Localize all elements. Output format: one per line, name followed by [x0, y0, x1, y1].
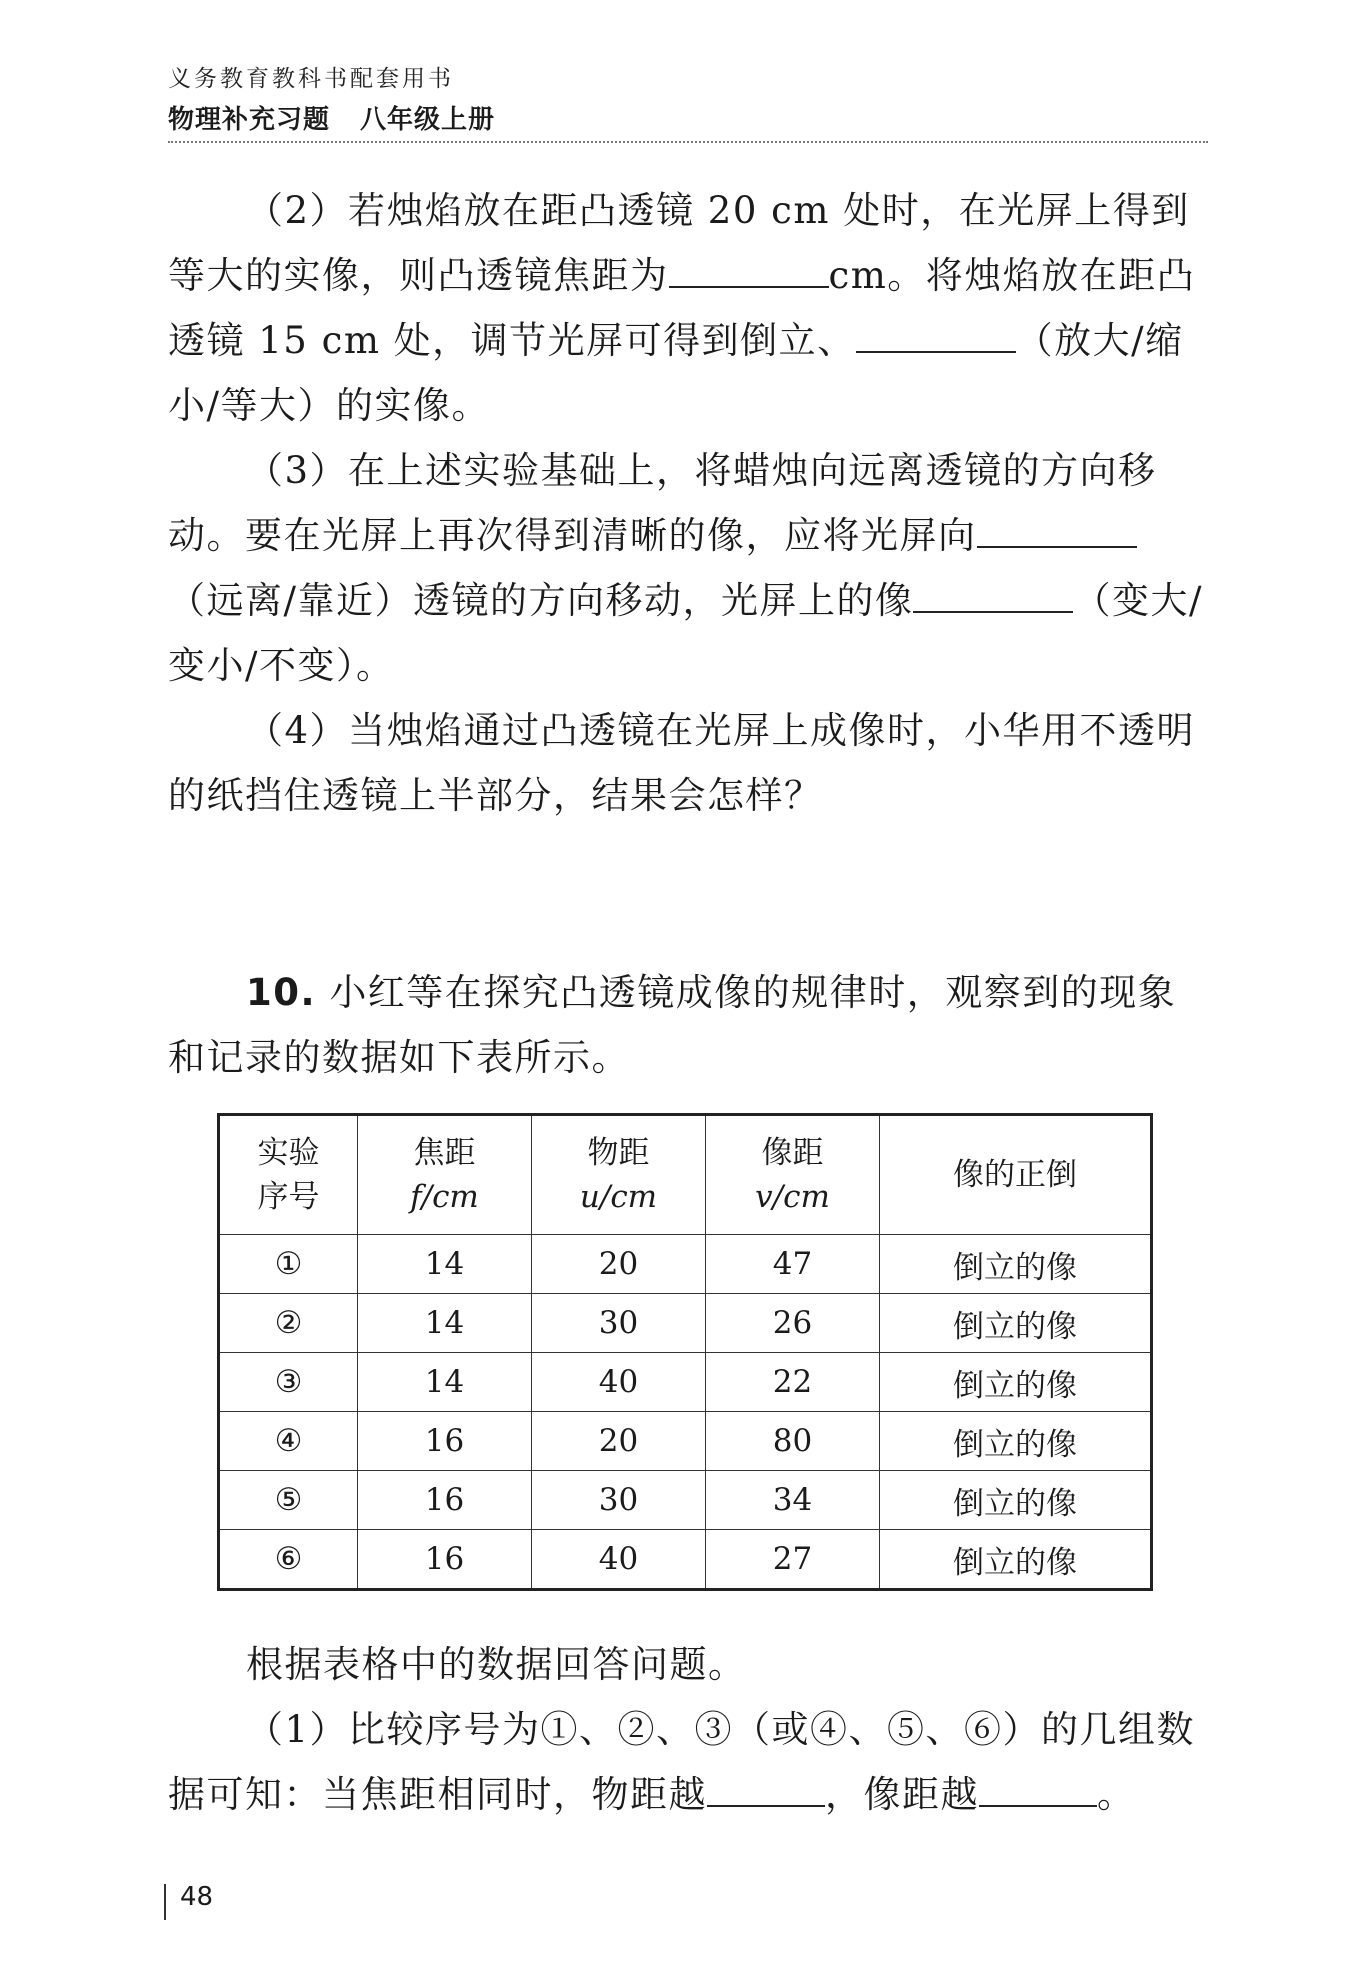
- table-cell: ②: [219, 1294, 358, 1353]
- question-number: 10.: [246, 971, 317, 1014]
- page-header: [168, 60, 525, 136]
- header-cell: 物距 u/cm: [532, 1115, 706, 1235]
- table-cell: 20: [532, 1412, 706, 1471]
- table-cell: ④: [219, 1412, 358, 1471]
- table-cell: ⑤: [219, 1471, 358, 1530]
- table-cell: 倒立的像: [880, 1294, 1152, 1353]
- answer-blank[interactable]: [669, 256, 829, 288]
- page-number: 48: [180, 1882, 214, 1912]
- table-cell: 倒立的像: [880, 1530, 1152, 1590]
- table-cell: 16: [358, 1471, 532, 1530]
- table-row: [219, 1471, 1152, 1530]
- table-cell: 14: [358, 1353, 532, 1412]
- q10-prompt: 根据表格中的数据回答问题。: [246, 1643, 747, 1686]
- answer-blank[interactable]: [856, 321, 1016, 353]
- answer-blank[interactable]: [913, 581, 1073, 613]
- header-cell: 像的正倒: [880, 1115, 1152, 1235]
- table-cell: 34: [706, 1471, 880, 1530]
- table-cell: 26: [706, 1294, 880, 1353]
- table-cell: 40: [532, 1530, 706, 1590]
- table-row: [219, 1353, 1152, 1412]
- table-row: [219, 1530, 1152, 1590]
- table-row: [219, 1294, 1152, 1353]
- grade-label: 八年级上册: [360, 105, 496, 135]
- table-cell: 30: [532, 1294, 706, 1353]
- table-cell: ⑥: [219, 1530, 358, 1590]
- answer-blank[interactable]: [979, 1775, 1097, 1807]
- header-cell: 焦距 f/cm: [358, 1115, 532, 1235]
- header-cell: 像距 v/cm: [706, 1115, 880, 1235]
- question-text: 小红等在探究凸透镜成像的规律时，观察到的现象和记录的数据如下表所示。: [168, 971, 1177, 1079]
- table-cell: 20: [532, 1235, 706, 1294]
- table-cell: ①: [219, 1235, 358, 1294]
- table-cell: 27: [706, 1530, 880, 1590]
- table-cell: 倒立的像: [880, 1471, 1152, 1530]
- table-cell: 倒立的像: [880, 1353, 1152, 1412]
- table-row: [219, 1412, 1152, 1471]
- table-cell: 倒立的像: [880, 1235, 1152, 1294]
- table-cell: 14: [358, 1294, 532, 1353]
- header-divider: [168, 141, 1208, 143]
- table-cell: 倒立的像: [880, 1412, 1152, 1471]
- question-10-parts: [168, 1632, 1208, 1827]
- table-header-row: [219, 1115, 1152, 1235]
- page-number-bar: [164, 1884, 166, 1920]
- series-title: 义务教育教科书配套用书: [168, 66, 454, 92]
- q9-part-2: （2）若烛焰放在距凸透镜 20 cm 处时，在光屏上得到等大的实像，则凸透镜焦距为 cm。将烛焰放在距凸透镜 15 cm 处，调节光屏可得到倒立、 （放大/缩小/等大）的实像。: [168, 189, 1196, 427]
- answer-blank[interactable]: [707, 1775, 825, 1807]
- q9-part-3: （3）在上述实验基础上，将蜡烛向远离透镜的方向移动。要在光屏上再次得到清晰的像，应将光屏向（远离/靠近）透镜的方向移动，光屏上的像 （变大/变小/不变）。: [168, 449, 1203, 687]
- table-cell: 47: [706, 1235, 880, 1294]
- table-cell: 80: [706, 1412, 880, 1471]
- book-title-line: [168, 99, 525, 136]
- table-row: [219, 1235, 1152, 1294]
- table-cell: 22: [706, 1353, 880, 1412]
- q10-part-1: （1）比较序号为①、②、③（或④、⑤、⑥）的几组数据可知：当焦距相同时，物距越 ，像距越 。: [168, 1708, 1196, 1816]
- table-cell: 30: [532, 1471, 706, 1530]
- question-10-intro: [168, 960, 1208, 1090]
- table-cell: 16: [358, 1412, 532, 1471]
- table-cell: 16: [358, 1530, 532, 1590]
- table-cell: 40: [532, 1353, 706, 1412]
- book-title: 物理补充习题: [168, 105, 331, 135]
- data-table: [217, 1113, 1153, 1591]
- answer-blank[interactable]: [977, 516, 1137, 548]
- question-9-continued: [168, 178, 1208, 828]
- q9-part-4: （4）当烛焰通过凸透镜在光屏上成像时，小华用不透明的纸挡住透镜上半部分，结果会怎样？: [168, 709, 1196, 817]
- header-cell: 实验 序号: [219, 1115, 358, 1235]
- table-cell: 14: [358, 1235, 532, 1294]
- table-cell: ③: [219, 1353, 358, 1412]
